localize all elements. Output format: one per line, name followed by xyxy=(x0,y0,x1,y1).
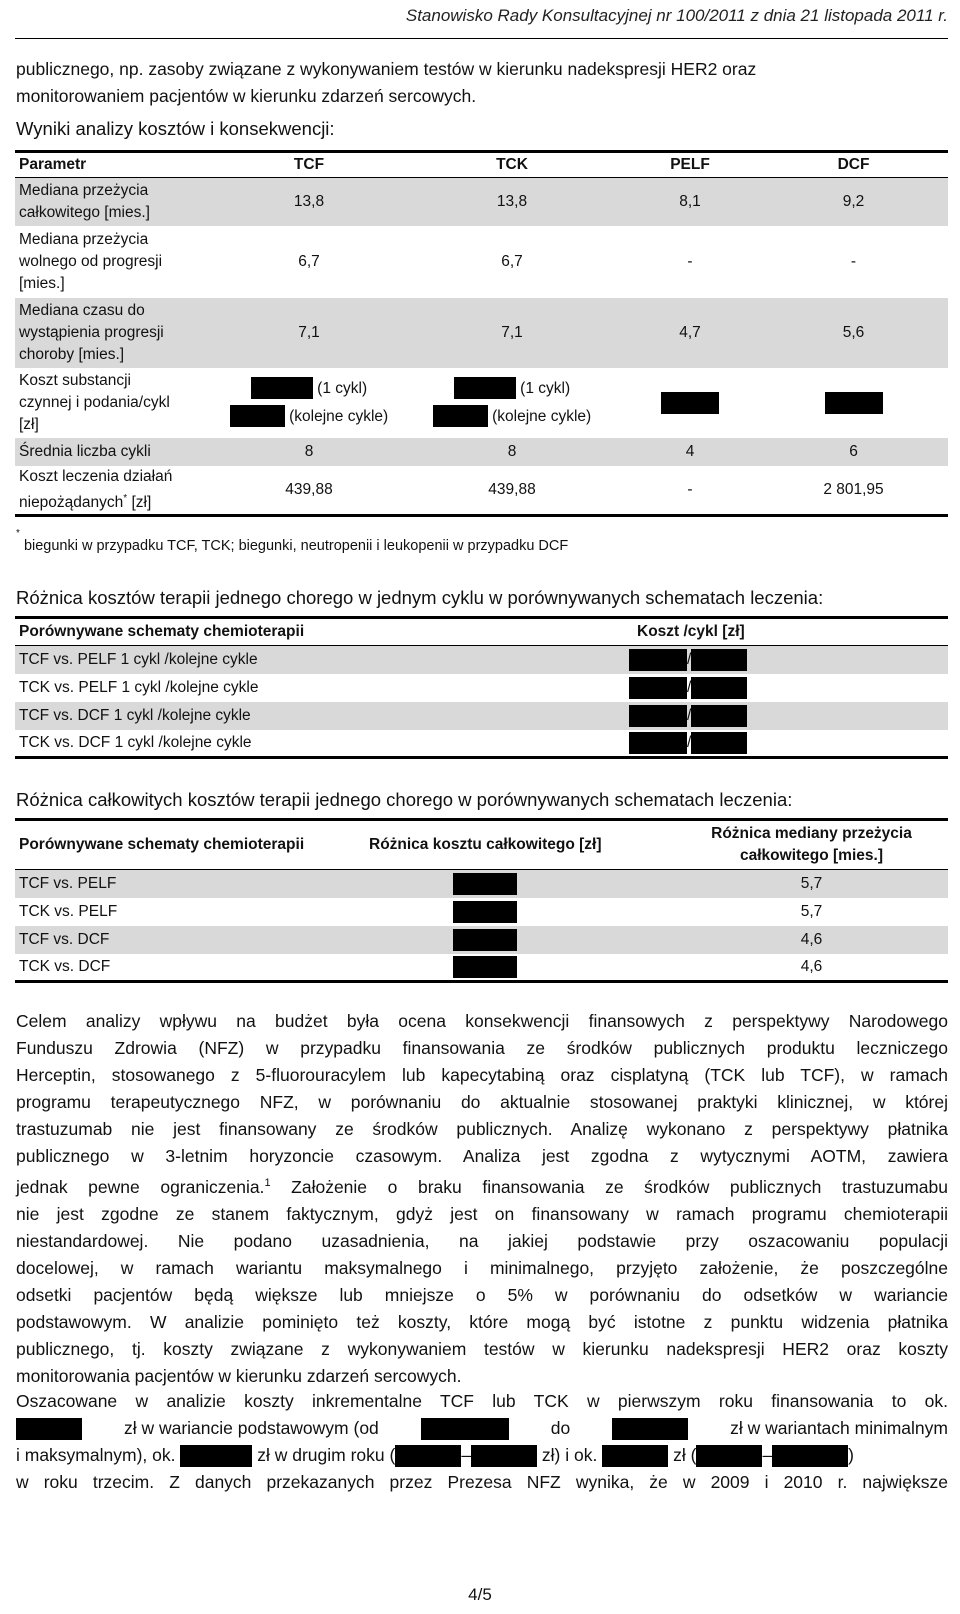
paragraph-line: nie jest zgodne ze stanem faktycznym, gdyż jest on finansowany w ramach programu chemioterapii xyxy=(16,1203,948,1224)
cell-value: 439,88 xyxy=(488,480,536,498)
cell-value: 8 xyxy=(215,438,403,466)
cell-value: - xyxy=(687,480,693,498)
redaction-block xyxy=(180,1445,252,1467)
table-row xyxy=(15,466,948,516)
redaction-block xyxy=(453,901,517,923)
col-header-total-cost-diff: Różnica kosztu całkowitego [zł] xyxy=(365,820,675,870)
cell-survival-diff: 5,7 xyxy=(800,902,823,920)
col-header-tcf: TCF xyxy=(215,152,403,178)
cell-redacted-cost: / xyxy=(625,674,948,702)
page-header: Stanowisko Rady Konsultacyjnej nr 100/2011 z dnia 21 listopada 2011 r. xyxy=(405,6,948,25)
table-row xyxy=(15,368,948,438)
redaction-block xyxy=(691,677,747,699)
cell-value: 13,8 xyxy=(215,178,403,226)
table-row xyxy=(15,298,948,368)
redaction-block xyxy=(691,705,747,727)
redaction-block xyxy=(433,405,488,427)
row-label: Koszt leczenia działań niepożądanych* [zł] xyxy=(19,467,173,511)
cell-survival-diff: 4,6 xyxy=(800,957,823,975)
paragraph-line: publicznego w 3-letnim horyzoncie czasowym. Analiza jest zgodna z wytycznymi AOTM, zawiera xyxy=(16,1146,948,1166)
paragraph-line: monitorowania pacjentów w kierunku zdarzeń sercowych. xyxy=(16,1365,462,1386)
paragraph-line: trastuzumab nie jest finansowany ze środków publicznych. Analizę wykonano z perspektywy płatnika xyxy=(16,1119,948,1139)
cell-value: 7,1 xyxy=(215,298,403,368)
paragraph-line: niestandardowej. Nie podano uzasadnienia, na jakiej podstawie przy oszacowaniu populacji xyxy=(16,1230,948,1251)
paragraph-line: zł w wariancie podstawowym (od do zł w wariantach minimalnym xyxy=(16,1415,948,1442)
table-row xyxy=(15,226,948,298)
row-label: Mediana czasu do wystąpienia progresji choroby [mies.] xyxy=(15,298,215,368)
cell-value: 6 xyxy=(759,438,948,466)
cell-dcf-cost xyxy=(759,368,948,438)
paragraph-line: Funduszu Zdrowia (NFZ) w przypadku finansowania ze środków publicznych produktu leczniczego xyxy=(16,1038,948,1058)
row-label: Mediana przeżycia całkowitego [mies.] xyxy=(15,178,215,226)
redaction-block xyxy=(395,1445,461,1467)
row-label: TCF vs. PELF xyxy=(15,870,365,898)
row-label: Koszt substancji czynnej i podania/cykl [zł] xyxy=(19,371,170,433)
paragraph-line: podstawowym. W analizie pominięto też koszty, które mogą być istotne z punktu widzenia płatnika xyxy=(16,1311,948,1332)
col-header-tck: TCK xyxy=(403,152,621,178)
redaction-block xyxy=(454,377,516,399)
table-header-row xyxy=(15,152,948,178)
paragraph-line: docelowej, w ramach wariantu maksymalnego i minimalnego, przyjęto założenie, że poszczególne xyxy=(16,1257,948,1278)
row-label: TCF vs. PELF 1 cykl /kolejne cykle xyxy=(15,646,625,674)
table-row xyxy=(15,926,948,954)
col-header-schemes: Porównywane schematy chemioterapii xyxy=(15,820,365,870)
redaction-block xyxy=(453,873,517,895)
cell-value: 5,6 xyxy=(759,298,948,368)
cell-value: 7,1 xyxy=(403,298,621,368)
row-label: Średnia liczba cykli xyxy=(15,438,215,466)
paragraph-line: Celem analizy wpływu na budżet była ocena konsekwencji finansowych z perspektywy Narodowego xyxy=(16,1011,948,1031)
cell-value: 6,7 xyxy=(501,252,523,270)
cell-value: 13,8 xyxy=(403,178,621,226)
paragraph-line: jednak pewne ograniczenia.$^1$ Założenie o braku finansowania ze środków publicznych trastuzumabu xyxy=(16,1176,948,1197)
cell-redacted-cost xyxy=(365,870,675,898)
table-header-row xyxy=(15,820,948,870)
table-row xyxy=(15,178,948,226)
paragraph-line: Herceptin, stosowanego z 5-fluorouracylem lub kapecytabiną oraz cisplatyną (TCK lub TCF), w ramach xyxy=(16,1065,948,1085)
section-title-cycle-cost-diff: Różnica kosztów terapii jednego chorego w jednym cyklu w porównywanych schematach leczenia: xyxy=(16,587,824,608)
row-label: TCK vs. PELF xyxy=(19,902,118,920)
table-row xyxy=(15,898,948,926)
col-header-pelf: PELF xyxy=(621,152,759,178)
cell-value: 8,1 xyxy=(621,178,759,226)
col-header-schemes: Porównywane schematy chemioterapii xyxy=(15,618,625,646)
redaction-block xyxy=(230,405,285,427)
row-label: TCF vs. DCF 1 cykl /kolejne cykle xyxy=(15,702,625,730)
table-row xyxy=(15,674,948,702)
page-number: 4/5 xyxy=(468,1585,492,1604)
paragraph-line: publicznego, tj. koszty związane z wykonywaniem testów w kierunku nadekspresji HER2 oraz koszty xyxy=(16,1338,948,1359)
table-header-row xyxy=(15,618,948,646)
row-label: TCK vs. DCF 1 cykl /kolejne cykle xyxy=(19,733,252,751)
intro-line-2: monitorowaniem pacjentów w kierunku zdarzeń sercowych. xyxy=(16,86,477,106)
redaction-block xyxy=(471,1445,537,1467)
col-header-parameter: Parametr xyxy=(15,152,215,178)
body-paragraph-2 xyxy=(16,1388,948,1496)
section-title-total-cost-diff: Różnica całkowitych kosztów terapii jednego chorego w porównywanych schematach leczenia: xyxy=(16,789,793,810)
cell-redacted-cost: / xyxy=(625,646,948,674)
header-rule xyxy=(15,38,948,39)
cell-value: 4 xyxy=(621,438,759,466)
paragraph-line: odsetki pacjentów będą większe lub mniejsze o 5% w porównaniu do odsetków w wariancie xyxy=(16,1284,948,1305)
redaction-block xyxy=(629,677,687,699)
table-footnote: * biegunki w przypadku TCF, TCK; biegunki, neutropenii i leukopenii w przypadku DCF xyxy=(16,528,569,554)
row-label: Mediana przeżycia wolnego od progresji [mies.] xyxy=(19,230,163,292)
cell-tck-cost: (1 cykl) (kolejne cykle) xyxy=(403,368,621,438)
cell-value: 4,7 xyxy=(621,298,759,368)
col-header-survival-diff: Różnica mediany przeżycia całkowitego [mies.] xyxy=(675,820,948,870)
paragraph-line: w roku trzecim. Z danych przekazanych przez Prezesa NFZ wynika, że w 2009 i 2010 r. największe xyxy=(16,1472,948,1492)
cell-value: 9,2 xyxy=(759,178,948,226)
table-row xyxy=(15,438,948,466)
redaction-block xyxy=(696,1445,762,1467)
redaction-block xyxy=(629,732,687,754)
paragraph-line: Oszacowane w analizie koszty inkrementalne TCF lub TCK w pierwszym roku finansowania to ok. xyxy=(16,1391,948,1411)
table-row xyxy=(15,730,948,758)
redaction-block xyxy=(691,649,747,671)
cell-value: 6,7 xyxy=(298,252,320,270)
redaction-block xyxy=(453,956,517,978)
cell-value: 2 801,95 xyxy=(823,480,884,498)
row-label: TCK vs. PELF 1 cykl /kolejne cykle xyxy=(19,678,259,696)
cell-value: - xyxy=(850,252,857,270)
cell-value: 8 xyxy=(403,438,621,466)
section-title-cost-analysis: Wyniki analizy kosztów i konsekwencji: xyxy=(16,118,335,139)
col-header-dcf: DCF xyxy=(759,152,948,178)
redaction-block xyxy=(825,392,883,414)
total-cost-difference-table xyxy=(15,818,948,983)
redaction-block xyxy=(629,649,687,671)
redaction-block xyxy=(251,377,313,399)
cell-tcf-cost: (1 cykl) (kolejne cykle) xyxy=(215,368,403,438)
paragraph-line: i maksymalnym), ok. zł w drugim roku ( – zł) i ok. zł ( – ) xyxy=(16,1445,854,1465)
redaction-block xyxy=(691,732,747,754)
paragraph-line: programu terapeutycznego NFZ, w porównaniu do aktualnie stosowanej praktyki klinicznej, w której xyxy=(16,1092,948,1112)
redaction-block xyxy=(453,929,517,951)
redaction-block xyxy=(16,1418,82,1440)
cell-redacted-cost xyxy=(365,898,675,926)
cost-consequence-table xyxy=(15,150,948,517)
redaction-block xyxy=(612,1418,688,1440)
redaction-block xyxy=(602,1445,668,1467)
table-row xyxy=(15,870,948,898)
redaction-block xyxy=(629,705,687,727)
intro-line-1: publicznego, np. zasoby związane z wykonywaniem testów w kierunku nadekspresji HER2 oraz xyxy=(16,59,757,79)
cell-redacted-cost: / xyxy=(625,730,948,758)
cell-survival-diff: 4,6 xyxy=(675,926,948,954)
cell-redacted-cost: / xyxy=(625,702,948,730)
cell-value: - xyxy=(687,252,693,270)
row-label: TCK vs. DCF xyxy=(19,957,111,975)
table-row xyxy=(15,954,948,982)
cell-survival-diff: 5,7 xyxy=(675,870,948,898)
redaction-block xyxy=(421,1418,509,1440)
cell-pelf-cost xyxy=(621,368,759,438)
col-header-cost-per-cycle: Koszt /cykl [zł] xyxy=(625,618,948,646)
table-row xyxy=(15,646,948,674)
cell-value: 439,88 xyxy=(285,480,333,498)
cycle-cost-difference-table xyxy=(15,616,948,759)
cell-redacted-cost xyxy=(365,926,675,954)
table-row xyxy=(15,702,948,730)
cell-redacted-cost xyxy=(365,954,675,982)
row-label: TCF vs. DCF xyxy=(15,926,365,954)
body-paragraph-1 xyxy=(16,1008,948,1390)
redaction-block xyxy=(772,1445,848,1467)
redaction-block xyxy=(661,392,719,414)
